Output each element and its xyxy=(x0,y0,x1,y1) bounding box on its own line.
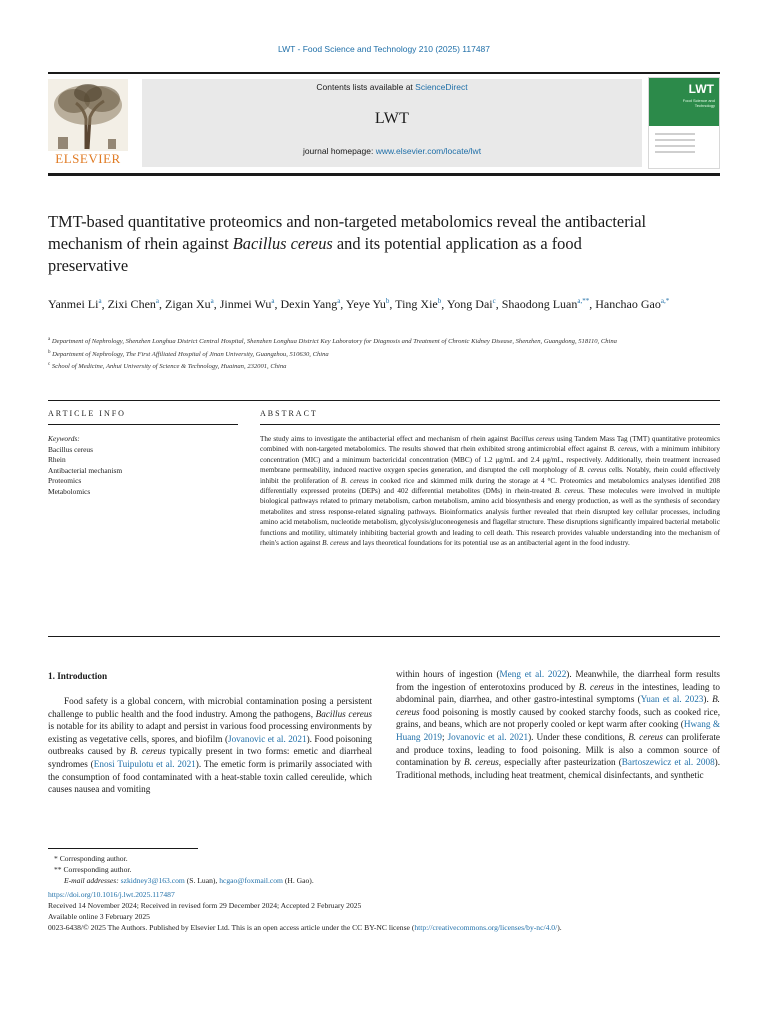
author-name[interactable]: Zixi Chen xyxy=(107,297,156,311)
cover-title: LWT xyxy=(688,82,714,96)
intro-citation-link[interactable]: Hwang & Huang 2019 xyxy=(396,719,720,742)
sciencedirect-link[interactable]: ScienceDirect xyxy=(415,82,468,92)
keyword-item: Proteomics xyxy=(48,476,82,485)
introduction-heading: 1. Introduction xyxy=(48,671,108,681)
homepage-prefix: journal homepage: xyxy=(302,146,376,156)
author-affiliation-mark[interactable]: a xyxy=(98,297,102,305)
author-affiliation-mark[interactable]: a,* xyxy=(660,297,670,305)
affiliation-text: School of Medicine, Anhui University of Science & Technology, Huainan, 232001, China xyxy=(50,363,287,371)
article-title xyxy=(48,211,648,277)
journal-header xyxy=(48,77,720,170)
intro-text: ). Meanwhile, the diarrheal form results from the ingestion of enterotoxins produced by xyxy=(396,669,721,692)
contents-line xyxy=(142,82,642,92)
intro-citation-link[interactable]: Jovanovic et al. 2021 xyxy=(447,731,529,742)
abstract-text: cells. Notably, rhein could effectively inhibit the proliferation of xyxy=(260,466,720,485)
abstract-text: and lays theoretical foundations for its potential use as an antibacterial agent in the food industry. xyxy=(348,539,630,548)
intro-italic-text: B. cereus xyxy=(578,681,614,692)
author-name[interactable]: Zigan Xu xyxy=(165,297,211,311)
author-name[interactable]: Yong Dai xyxy=(446,297,493,311)
abstract-bottom-rule xyxy=(48,636,720,637)
intro-citation-link[interactable]: Jovanovic et al. 2021 xyxy=(228,733,307,744)
title-part-1: TMT-based quantitative proteomics and non-targeted metabolomics reveal the antibacterial mechanism of rhein against xyxy=(48,212,647,253)
journal-band-center xyxy=(142,79,642,167)
journal-name: LWT xyxy=(374,110,410,127)
corresponding-author-1: * Corresponding author. xyxy=(54,854,128,863)
keyword-item: Metabolomics xyxy=(48,486,91,496)
info-top-rule xyxy=(48,400,720,401)
author-name[interactable]: Dexin Yang xyxy=(280,297,338,311)
title-part-2: and its potential application as a food preservative xyxy=(48,234,582,275)
intro-italic-text: B. cereus xyxy=(130,746,166,757)
intro-italic-text: Bacillus cereus xyxy=(315,708,372,719)
intro-text: Food safety is a global concern, with microbial contamination posing a persistent challenge to public health and the food industry. Among the pathogens, xyxy=(48,696,372,719)
keywords-block xyxy=(48,434,228,497)
abstract-italic-text: B. cereus xyxy=(578,466,607,475)
license-suffix: ). xyxy=(557,923,562,933)
affiliation-text: Department of Nephrology, Shenzhen Longhua District Central Hospital, Shenzhen Longhua District Key Laboratory for Diagnosis and Treatment of Chronic Kidney Disease, Shenzhen, Guangdong, 518110, China xyxy=(50,338,617,346)
author-name[interactable]: Jinmei Wu xyxy=(219,297,272,311)
intro-citation-link[interactable]: Enosi Tuipulotu et al. 2021 xyxy=(93,758,196,769)
author-affiliation-mark[interactable]: a xyxy=(337,297,341,305)
email-luan-owner: (S. Luan), xyxy=(184,876,220,886)
article-info-rule xyxy=(48,424,238,425)
footnotes xyxy=(48,853,720,933)
keyword-list xyxy=(48,445,228,498)
author-list: Yanmei Li$^a$, Zixi Chen$^a$, Zigan Xu$^a$, Jinmei Wu$^a$, Dexin Yang$^a$, Yeye Yu$^b$, Ting Xie$^b$, Yong Dai$^c$, Shaodong Luan$^{a,**}$, Hanchao Gao$^{a,*}$ xyxy=(48,297,670,311)
license-prefix: 0023-6438/© 2025 The Authors. Published by Elsevier Ltd. This is an open access article under the CC BY-NC license ( xyxy=(48,923,415,933)
available-online-date: Available online 3 February 2025 xyxy=(48,912,150,922)
abstract-text xyxy=(260,434,720,548)
intro-text: is notable for its ability to adapt and persist in various food processing environments by existing as vegetative cells, spores, and biofilm ( xyxy=(48,721,372,744)
author-name[interactable]: Ting Xie xyxy=(395,297,438,311)
keyword-item: Rhein xyxy=(48,455,66,464)
journal-homepage-link[interactable]: www.elsevier.com/locate/lwt xyxy=(375,146,482,156)
license-line xyxy=(48,922,720,933)
homepage-line xyxy=(142,146,642,156)
abstract-italic-text: B. cereus xyxy=(554,487,583,496)
abstract-italic-text: Bacillus cereus xyxy=(510,435,555,443)
intro-text: ). Food poisoning outbreaks caused by xyxy=(48,733,373,757)
intro-italic-text: B. cereus xyxy=(464,757,499,768)
contents-prefix: Contents lists available at xyxy=(316,82,416,92)
abstract-rule xyxy=(260,424,720,425)
affiliation-item xyxy=(48,335,648,348)
abstract-text: . These molecules were involved in multiple biological pathways related to primary metabolism, carbon metabolism, amino acid biosynthesis and energy production, as well as the synthesis of secondary metabolites and stress response-related signaling pathways. Bioinformatics analysis further revealed that rhein disrupted key cellular processes, including amino acid metabolism, nucleotide metabolism, glycolysis/gluconeogenesis and flagellar structure. These disruptions significantly impaired bacterial metabolic functions and motility, ultimately inhibiting bacterial growth and leading to cell death. This research provides valuable understanding into the mechanism of rhein's action against xyxy=(260,487,720,548)
author-affiliation-mark[interactable]: a xyxy=(155,297,159,305)
introduction-right-column xyxy=(396,668,720,781)
title-species: Bacillus cereus xyxy=(232,234,333,253)
affiliation-item xyxy=(48,348,648,361)
affiliations xyxy=(48,335,648,373)
received-dates: Received 14 November 2024; Received in revised form 29 December 2024; Accepted 2 February 2025 xyxy=(48,900,362,910)
doi-link[interactable]: https://doi.org/10.1016/j.lwt.2025.117487 xyxy=(48,889,175,899)
author-affiliation-mark[interactable]: b xyxy=(385,297,390,305)
abstract-italic-text: B. cereus xyxy=(322,539,349,548)
cover-subtitle: Food Science and Technology xyxy=(682,98,715,108)
affiliation-mark: a xyxy=(48,337,51,342)
author-name[interactable]: Hanchao Gao xyxy=(595,297,661,311)
abstract-label: ABSTRACT xyxy=(260,409,318,418)
intro-text: typically present in two forms: emetic and diarrheal syndromes ( xyxy=(48,746,372,769)
affiliation-mark: b xyxy=(48,349,51,355)
intro-text: ). Traditional methods, including heat treatment, chemical disinfectants, and synthetic xyxy=(396,757,721,780)
abstract-italic-text: B. cereus xyxy=(341,476,369,485)
author-name[interactable]: Shaodong Luan xyxy=(501,297,578,311)
abstract-text: The study aims to investigate the antibacterial effect and mechanism of rhein against xyxy=(260,435,511,443)
intro-text: ). Under these conditions, xyxy=(528,731,629,742)
author-affiliation-mark[interactable]: a xyxy=(210,297,214,305)
intro-text: within hours of ingestion ( xyxy=(396,669,500,679)
header-bottom-rule xyxy=(48,173,720,176)
cover-text-lines xyxy=(655,133,695,157)
intro-text: ; xyxy=(441,731,448,742)
email-label: E-mail addresses: xyxy=(64,876,121,886)
author-affiliation-mark[interactable]: b xyxy=(437,297,442,305)
intro-italic-text: B. cereus xyxy=(396,694,720,717)
keywords-heading: Keywords: xyxy=(48,434,80,443)
email-gao-link[interactable]: hcgao@foxmail.com xyxy=(219,876,283,886)
journal-cover-image[interactable] xyxy=(648,77,720,169)
intro-citation-link[interactable]: Bartoszewicz et al. 2008 xyxy=(621,757,715,768)
author-name[interactable]: Yeye Yu xyxy=(345,297,386,311)
abstract-text: using Tandem Mass Tag (TMT) quantitative proteomics combined with non-targeted metabolomics. The results showed that rhein exhibited strong antimicrobial effect against xyxy=(260,435,720,454)
author-affiliation-mark[interactable]: a,** xyxy=(577,297,590,305)
abstract-italic-text: B. cereus xyxy=(609,445,637,454)
author-affiliation-mark[interactable]: c xyxy=(492,297,496,305)
intro-text: food poisoning is mostly caused by cooked starchy foods, such as cooked rice, grains, and beans, which are not properly cooled or kept warm after cooking ( xyxy=(396,706,720,730)
footnote-rule xyxy=(48,848,198,849)
license-link[interactable]: http://creativecommons.org/licenses/by-nc/4.0/ xyxy=(414,923,558,933)
running-head[interactable]: LWT - Food Science and Technology 210 (2025) 117487 xyxy=(277,44,490,54)
publisher-name: ELSEVIER xyxy=(55,151,121,166)
affiliation-text: Department of Nephrology, The First Affiliated Hospital of Jinan University, Guangzhou, 510630, China xyxy=(50,350,329,358)
intro-text: can proliferate and produce toxins, leading to food poisoning. Milk is also a common source of contamination by xyxy=(396,731,721,768)
affiliation-mark: c xyxy=(48,362,51,368)
article-info-label: ARTICLE INFO xyxy=(48,409,126,418)
intro-italic-text: B. cereus xyxy=(628,731,663,742)
intro-text: ). The emetic form is primarily associated with the consumption of food contaminated with a heat-stable toxin called cereulide, which causes nausea and vomiting xyxy=(48,758,373,795)
intro-citation-link[interactable]: Meng et al. 2022 xyxy=(499,669,567,679)
keyword-item: Antibacterial mechanism xyxy=(48,465,123,475)
email-luan-link[interactable]: szkidney3@163.com xyxy=(120,876,185,886)
top-rule xyxy=(48,72,720,74)
intro-text: in the intestines, leading to abdominal pain, diarrhea, and other gastro-intestinal symptoms ( xyxy=(396,681,720,705)
author-affiliation-mark[interactable]: a xyxy=(271,297,275,305)
email-line xyxy=(48,875,720,886)
introduction-left-column xyxy=(48,695,372,796)
abstract-text: in cooked rice and skimmed milk during the storage at 4 °C. Proteomics and metabolomics analyses identified 208 differentially expressed proteins (DEPs) and 402 differential metabolites (DMs) in rhein-treated xyxy=(260,476,720,496)
intro-text: ). xyxy=(703,694,713,705)
keyword-item: Bacillus cereus xyxy=(48,444,93,454)
author-name[interactable]: Yanmei Li xyxy=(48,297,99,311)
corresponding-author-2: ** Corresponding author. xyxy=(54,865,132,875)
abstract-text: , with a minimum inhibitory concentration (MIC) and a minimum bactericidal concentration (MBC) of 1.2 μg/mL and 2.4 μg/mL, respectively. Additionally, rhein treatment increased membrane permeability, induced reactive oxygen species generation, and disrupted the cell morphology of xyxy=(260,445,720,475)
affiliation-item xyxy=(48,360,648,373)
intro-citation-link[interactable]: Yuan et al. 2023 xyxy=(640,694,704,705)
email-gao-owner: (H. Gao). xyxy=(282,876,314,886)
intro-text: , especially after pasteurization ( xyxy=(498,757,622,768)
